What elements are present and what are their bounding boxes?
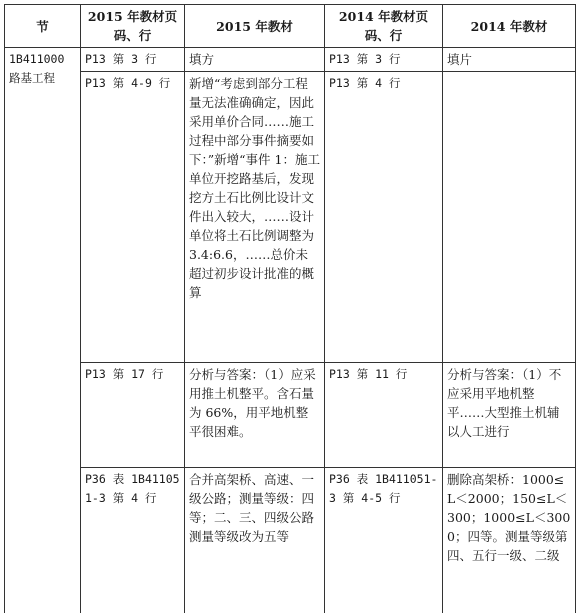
header-2015-text: 2015 年教材 <box>185 5 325 48</box>
ref-2014-cell: P36 表 1B411051-3 第 4-5 行 <box>325 468 443 613</box>
textbook-comparison-table <box>4 4 576 613</box>
header-2014-text: 2014 年教材 <box>443 5 576 48</box>
ref-2015-cell: P36 表 1B411051-3 第 4 行 <box>81 468 185 613</box>
section-cell: 1B411000 路基工程 <box>5 48 81 613</box>
table-row <box>5 48 576 72</box>
text-2014-cell: 分析与答案：（1）不应采用平地机整平……大型推土机辅以人工进行 <box>443 363 576 468</box>
table-row <box>5 363 576 468</box>
ref-2015-cell: P13 第 4-9 行 <box>81 72 185 363</box>
header-row <box>5 5 576 48</box>
text-2014-cell: 填片 <box>443 48 576 72</box>
text-2015-cell: 填方 <box>185 48 325 72</box>
ref-2015-cell: P13 第 3 行 <box>81 48 185 72</box>
header-2015-page: 2015 年教材页码、行 <box>81 5 185 48</box>
table-row <box>5 72 576 363</box>
header-section: 节 <box>5 5 81 48</box>
header-2014-page: 2014 年教材页码、行 <box>325 5 443 48</box>
text-2015-cell: 新增“考虑到部分工程量无法准确确定，因此采用单价合同……施工过程中部分事件摘要如下：”新增“事件 1：施工单位开挖路基后，发现挖方土石比例比设计文件出入较大，……设计单位将土石比例调整为 3.4:6.6，……总价未超过初步设计批准的概算 <box>185 72 325 363</box>
ref-2014-cell: P13 第 4 行 <box>325 72 443 363</box>
text-2014-cell: 删除高架桥：1000≤L＜2000；150≤L＜300；1000≤L＜3000；四等。测量等级第四、五行一级、二级 <box>443 468 576 613</box>
ref-2014-cell: P13 第 11 行 <box>325 363 443 468</box>
ref-2015-cell: P13 第 17 行 <box>81 363 185 468</box>
text-2015-cell: 合并高架桥、高速、一级公路；测量等级：四等；二、三、四级公路测量等级改为五等 <box>185 468 325 613</box>
text-2014-cell <box>443 72 576 363</box>
table-row <box>5 468 576 613</box>
text-2015-cell: 分析与答案：（1）应采用推土机整平。含石量为 66%，用平地机整平很困难。 <box>185 363 325 468</box>
ref-2014-cell: P13 第 3 行 <box>325 48 443 72</box>
